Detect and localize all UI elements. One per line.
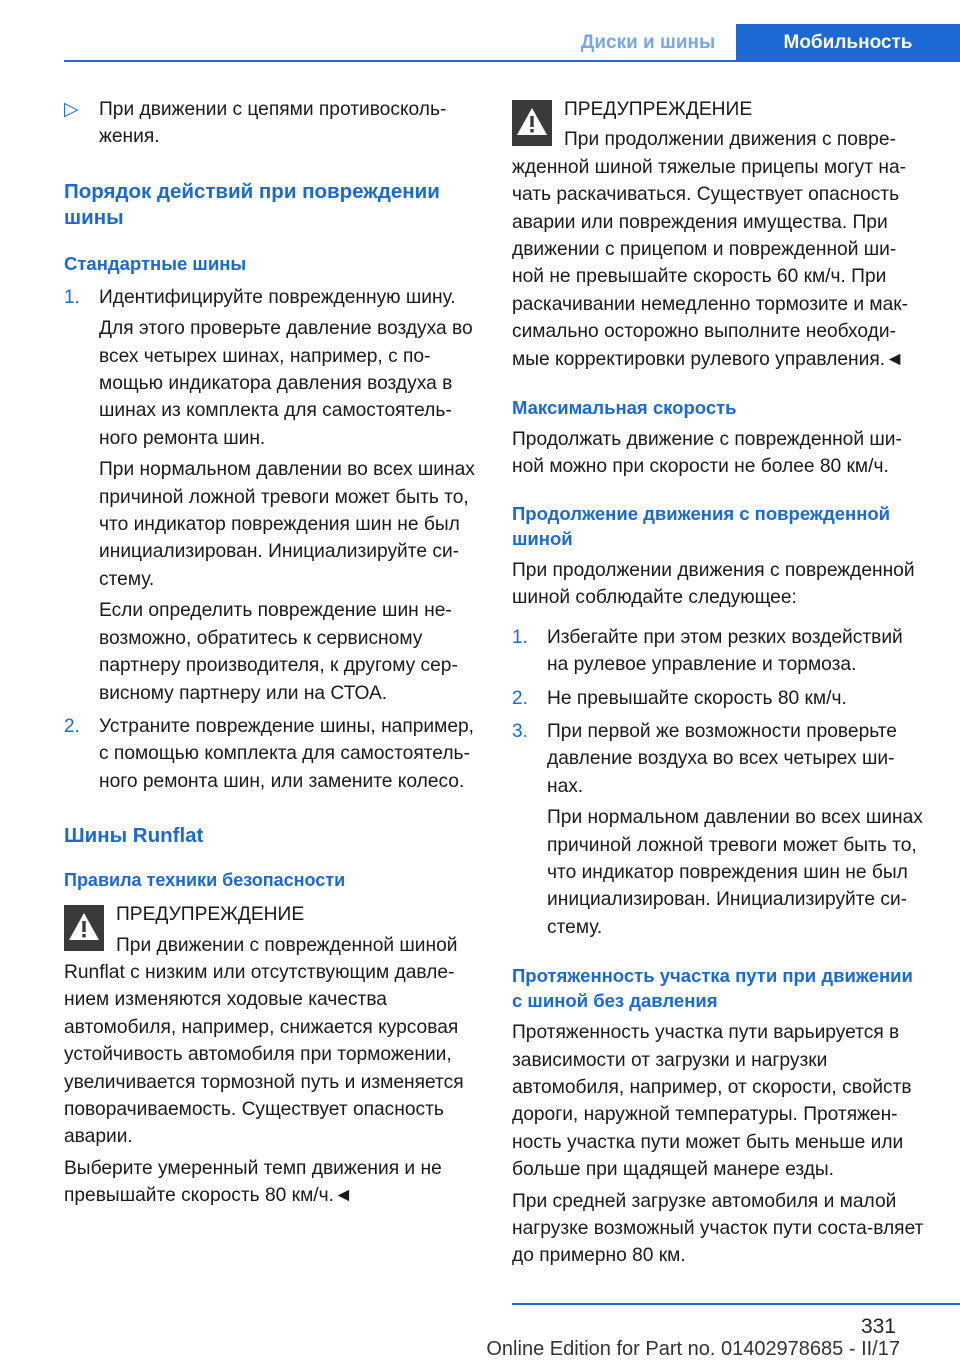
list-item-lead: Избегайте при этом резких воздействий на рулевое управление и тормоза. <box>547 626 903 676</box>
heading-continue-driving: Продолжение движения с поврежденной шиной <box>512 502 891 549</box>
edition-text: Online Edition for Part no. 01402978685 - II/17 <box>486 1338 900 1360</box>
list-number: 2. <box>64 715 80 737</box>
footer-rule <box>512 1303 960 1305</box>
bullet-item <box>64 96 478 151</box>
page-number: 331 <box>860 1315 896 1338</box>
section-tab[interactable]: Диски и шины <box>580 32 716 53</box>
warning-title: ПРЕДУПРЕЖДЕНИЕ <box>116 904 305 926</box>
warning-text: При продолжении движения с повре-жденной шиной тяжелые прицепы могут на-чать раскачиваться. Существует опасность аварии или повреждения имущества. При движении с прицепом и поврежденной ши-ной не превышайте скорость 60 км/ч. При раскачивании немедленно тормозите и мак-симально осторожно выполните необходи-мые корректировки рулевого управления.◄ <box>512 129 909 370</box>
list-number: 3. <box>512 720 528 742</box>
list-item-para: При нормальном давлении во всех шинах причиной ложной тревоги может быть то, что индикатор повреждения шин не был инициализирован. Инициализируйте си-стему. <box>99 459 475 590</box>
warning-block <box>512 96 928 373</box>
list-number: 1. <box>64 286 80 308</box>
list-item-lead: Не превышайте скорость 80 км/ч. <box>547 687 847 709</box>
list-item <box>512 718 928 941</box>
list-item <box>512 624 928 679</box>
heading-runflat: Шины Runflat <box>64 824 204 848</box>
warning-triangle-icon <box>64 905 104 951</box>
heading-range: Протяженность участка пути при движении с шиной без давления <box>512 965 913 1012</box>
heading-safety: Правила техники безопасности <box>64 870 346 891</box>
range-text-1: Протяженность участка пути варьируется в зависимости от загрузки и нагрузки автомобиля, например, от скорости, свойств дороги, наружной температуры. Протяжен-ность участка пути может быть меньше или больше при щадящей манере езды. <box>512 1022 912 1181</box>
warning-block <box>64 901 478 1209</box>
list-item-lead: Устраните повреждение шины, например, с помощью комплекта для самостоятель-ного ремонта шин, или замените колесо. <box>99 715 474 792</box>
heading-damage: Порядок действий при повреждении шины <box>64 179 440 229</box>
heading-max-speed: Максимальная скорость <box>512 397 737 419</box>
triangle-right-icon: ▷ <box>64 99 79 120</box>
right-column <box>512 96 928 1270</box>
warning-action: Выберите умеренный темп движения и не превышайте скорость 80 км/ч.◄ <box>64 1157 442 1207</box>
warning-title: ПРЕДУПРЕЖДЕНИЕ <box>564 99 753 120</box>
bullet-text: При движении с цепями противосколь-жения. <box>99 99 447 148</box>
list-item-para: Для этого проверьте давление воздуха во всех четырех шинах, например, с по-мощью индикатора давления воздуха в шинах из комплекта для самостоятель-ного ремонта шин. <box>99 318 473 449</box>
chapter-tab[interactable]: Мобильность <box>736 24 960 62</box>
list-item-para: При нормальном давлении во всех шинах причиной ложной тревоги может быть то, что индикатор повреждения шин не был инициализирован. Инициализируйте си-стему. <box>547 807 923 938</box>
max-speed-text: Продолжать движение с поврежденной ши-ной можно при скорости не более 80 км/ч. <box>512 429 902 478</box>
list-item-lead: Идентифицируйте поврежденную шину. <box>99 286 456 308</box>
warning-text: При движении с поврежденной шиной Runflat с низким или отсутствующим давле-нием изменяются ходовые качества автомобиля, например, снижается курсовая устойчивость автомобиля при торможении, увеличивается тормозной путь и изменяется поворачиваемость. Существует опасность аварии. <box>64 934 464 1148</box>
list-item <box>512 685 928 712</box>
list-item <box>64 713 478 795</box>
warning-triangle-icon <box>512 100 552 146</box>
header-rule <box>64 60 960 62</box>
left-column <box>64 96 478 1210</box>
list-item-para: Если определить повреждение шин не-возможно, обратитесь к сервисному партнеру производителя, к другому сер-висному партнеру или на СТОА. <box>99 600 458 704</box>
list-item-lead: При первой же возможности проверьте давление воздуха во всех четырех ши-нах. <box>547 720 897 797</box>
range-text-2: При средней загрузке автомобиля и малой нагрузке возможный участок пути соста-вляет до примерно 80 км. <box>512 1190 924 1267</box>
list-item <box>64 284 478 707</box>
list-number: 1. <box>512 626 528 648</box>
heading-standard-tires: Стандартные шины <box>64 252 247 274</box>
continue-text: При продолжении движения с поврежденной шиной соблюдайте следующее: <box>512 559 915 609</box>
list-number: 2. <box>512 687 528 709</box>
